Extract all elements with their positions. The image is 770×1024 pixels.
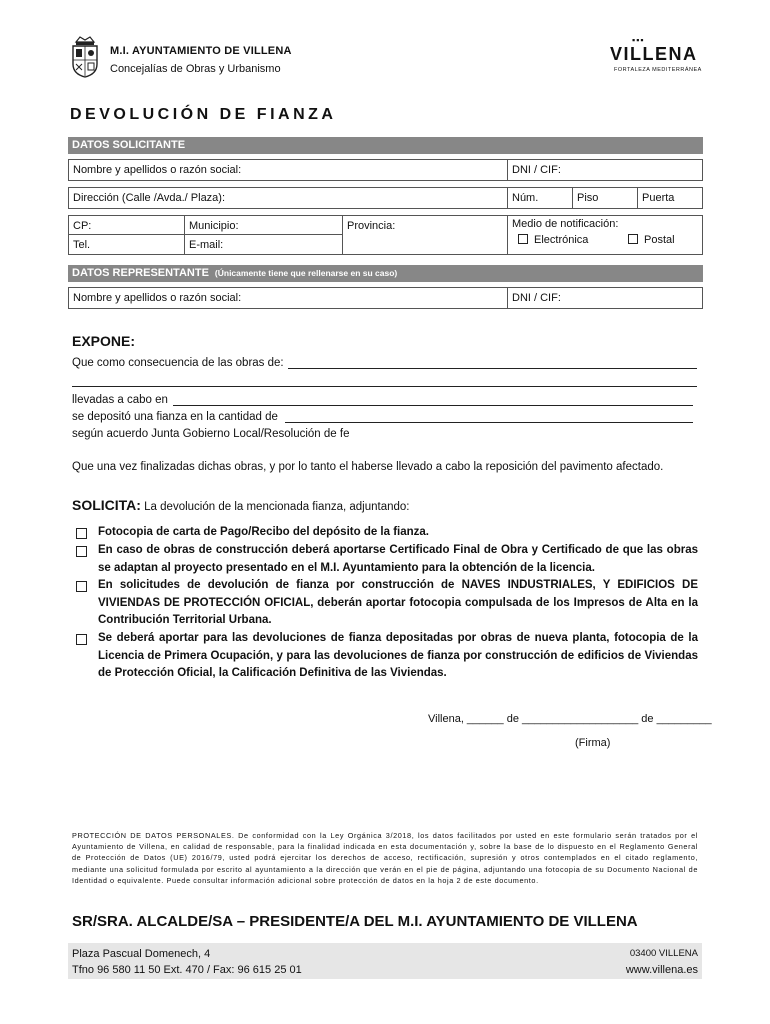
solicita-heading: SOLICITA: [72, 497, 141, 513]
applicant-piso-field[interactable] [572, 187, 638, 209]
footer-postal: 03400 VILLENA [629, 948, 698, 959]
notification-postal-option[interactable] [628, 234, 675, 247]
department-name: Concejalías de Obras y Urbanismo [110, 63, 281, 75]
brand-dots-icon: ▪▪▪ [632, 35, 645, 45]
notification-method-box [507, 215, 703, 255]
section-title-representante: DATOS REPRESENTANTE [72, 267, 209, 279]
representative-dni-field[interactable] [507, 287, 703, 309]
section-note-representante: (Únicamente tiene que rellenarse en su caso) [214, 268, 398, 278]
expone-heading: EXPONE: [72, 333, 136, 349]
applicant-dni-label: DNI / CIF: [512, 164, 561, 176]
attachment-text-4: Se deberá aportar para las devoluciones de fianza depositadas por obras de nueva planta, fotocopia de la Licencia de Primera Ocupación, y para las devoluciones de fianza por construcción de edificios de Viviendas de Protección Oficial, la Calificación Definitiva de las Viviendas. [98, 632, 698, 679]
addressee-line: SR/SRA. ALCALDE/SA – PRESIDENTE/A DEL M.I. AYUNTAMIENTO DE VILLENA [72, 913, 638, 930]
attachment-text-2: En caso de obras de construcción deberá aportarse Certificado Final de Obra y Certificado de que las obras se adaptan al proyecto presentado en el M.I. Ayuntamiento para la obtención de la licencia. [98, 544, 698, 574]
applicant-puerta-label: Puerta [642, 192, 675, 204]
applicant-tel-field[interactable] [68, 235, 185, 255]
works-location-input[interactable] [173, 405, 693, 406]
expone-amount-label: se depositó una fianza en la cantidad de [72, 411, 278, 423]
expone-statement: Que una vez finalizadas dichas obras, y por lo tanto el haberse llevado a cabo la reposición del pavimento afectado. [72, 461, 664, 473]
privacy-notice: PROTECCIÓN DE DATOS PERSONALES. De conformidad con la Ley Orgánica 3/2018, los datos facilitados por usted en este formulario serán tratados por el Ayuntamiento de Villena, en calidad de responsable, para la finalidad indicada en esta documentación y, sobre la base de lo dispuesto en el Reglamento General de Protección de Datos (UE) 2016/79, usted podrá ejercitar los derechos de acceso, rectificación, supresión y otros contemplados en el citado reglamento, mediante una solicitud formulada por escrito al ayuntamiento a la dirección que verán en el pie de página, adjuntando una fotocopia de su Documento Nacional de Identidad o equivalente. Puede consultar información adicional sobre protección de datos en la hoja 2 de este documento. [72, 831, 698, 885]
applicant-tel-label: Tel. [73, 239, 91, 251]
applicant-email-field[interactable] [184, 235, 343, 255]
attachment-checkbox-1[interactable] [76, 528, 87, 539]
applicant-email-label: E-mail: [189, 239, 224, 251]
coat-of-arms-icon [70, 34, 100, 78]
applicant-puerta-field[interactable] [637, 187, 703, 209]
attachment-item-2 [76, 542, 698, 577]
attachment-checkbox-4[interactable] [76, 634, 87, 645]
notification-electronic-label: Electrónica [534, 234, 589, 246]
notification-method-label: Medio de notificación: [512, 218, 619, 230]
footer-web[interactable]: www.villena.es [625, 964, 698, 976]
applicant-cp-field[interactable] [68, 215, 185, 235]
brand-logo: VILLENA [610, 44, 698, 64]
attachment-text-1: Fotocopia de carta de Pago/Recibo del depósito de la fianza. [98, 526, 430, 538]
applicant-cp-label: CP: [73, 220, 92, 232]
attachment-checkbox-2[interactable] [76, 546, 87, 557]
signature-label: (Firma) [575, 737, 611, 749]
footer-address: Plaza Pascual Domenech, 4 [72, 948, 211, 960]
brand-tagline: FORTALEZA MEDITERRÁNEA [614, 67, 702, 73]
applicant-num-label: Núm. [512, 192, 539, 204]
footer-phone: Tfno 96 580 11 50 Ext. 470 / Fax: 96 615 25 01 [72, 964, 302, 976]
works-description-continued-input[interactable] [72, 386, 697, 387]
applicant-provincia-label: Provincia: [347, 220, 396, 232]
expone-location-label: llevadas a cabo en [72, 394, 168, 406]
applicant-name-label: Nombre y apellidos o razón social: [73, 164, 242, 176]
applicant-provincia-field[interactable] [342, 215, 508, 255]
attachment-text-3: En solicitudes de devolución de fianza por construcción de NAVES INDUSTRIALES, Y EDIFICIOS DE VIVIENDAS DE PROTECCIÓN OFICIAL, deberán aportar fotocopia compulsada de los Impresos de Alta en la Contribución Territorial Urbana. [98, 579, 698, 626]
applicant-piso-label: Piso [577, 192, 599, 204]
section-bar-representante [68, 265, 703, 282]
attachment-item-4 [76, 630, 698, 683]
applicant-address-field[interactable] [68, 187, 508, 209]
applicant-num-field[interactable] [507, 187, 573, 209]
attachment-checkbox-3[interactable] [76, 581, 87, 592]
checkbox-electronic[interactable] [518, 234, 528, 244]
section-bar-solicitante [68, 137, 703, 154]
checkbox-postal[interactable] [628, 234, 638, 244]
expone-resolution-label: según acuerdo Junta Gobierno Local/Resolución de fe [72, 428, 350, 440]
representative-name-field[interactable] [68, 287, 508, 309]
deposit-amount-input[interactable] [285, 422, 693, 423]
attachment-item-1 [76, 524, 698, 542]
solicita-heading-line [72, 497, 410, 513]
applicant-address-label: Dirección (Calle /Avda./ Plaza): [73, 192, 226, 204]
works-description-input[interactable] [288, 368, 697, 369]
applicant-dni-field[interactable] [507, 159, 703, 181]
applicant-municipio-label: Municipio: [189, 220, 239, 232]
signature-place-date[interactable]: Villena, ______ de ___________________ de _________ [428, 713, 712, 725]
footer [68, 943, 702, 979]
solicita-text: La devolución de la mencionada fianza, adjuntando: [140, 501, 410, 513]
expone-works-label: Que como consecuencia de las obras de: [72, 357, 284, 369]
section-title-solicitante: DATOS SOLICITANTE [72, 139, 186, 151]
applicant-name-field[interactable] [68, 159, 508, 181]
notification-postal-label: Postal [644, 234, 675, 246]
document-title: DEVOLUCIÓN DE FIANZA [70, 106, 337, 123]
representative-name-label: Nombre y apellidos o razón social: [73, 292, 242, 304]
organization-name: M.I. AYUNTAMIENTO DE VILLENA [110, 45, 292, 57]
representative-dni-label: DNI / CIF: [512, 292, 561, 304]
attachment-item-3 [76, 577, 698, 630]
applicant-municipio-field[interactable] [184, 215, 343, 235]
notification-electronic-option[interactable] [518, 234, 588, 246]
